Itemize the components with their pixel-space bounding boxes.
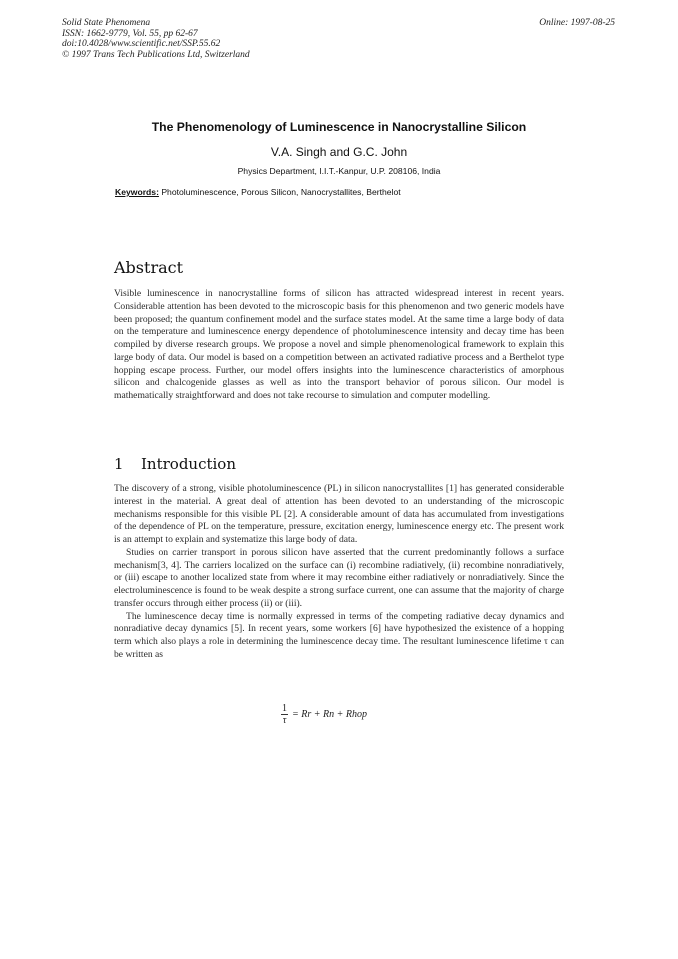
abstract-paragraph: Visible luminescence in nanocrystalline forms of silicon has attracted widespread interest in recent years. Considerable attention has been devoted to the microscopic basis for this phenomenon and two generic models have been proposed; the quantum confinement model and the surface states model. At the same time a large body of data on the temperature and luminescence energy dependence of photoluminescence intensity and decay time has been compiled by diverse research groups. We propose a novel and simple phenomenological framework to explain this large body of data. Our model is based on a competition between an activated radiative process and a Berthelot type hopping escape process. Further, our model offers insights into the luminescence characteristics of amorphous silicon and chalcogenide glasses as well as into the transport behavior of porous silicon. Our model is mathematically straightforward and does not take recourse to simulation and computer modelling.	[114, 288, 564, 401]
equation-denominator: τ	[282, 715, 287, 726]
journal-header	[62, 18, 250, 60]
intro-paragraph-3: The luminescence decay time is normally expressed in terms of the competing radiative decay dynamics and nonradiative decay dynamics [5]. In recent years, some workers [6] have hypothesized the existence of a hopping term which also plays a role in determining the luminescence decay time. The resultant luminescence lifetime τ can be written as	[114, 610, 564, 660]
keywords-label: Keywords:	[115, 187, 159, 197]
section-number: 1	[114, 455, 124, 473]
online-date: Online: 1997-08-25	[539, 18, 615, 28]
section-title: Introduction	[141, 455, 236, 473]
journal-name: Solid State Phenomena	[62, 18, 151, 28]
equation-numerator: 1	[282, 703, 287, 714]
equation-rhs: = Rr + Rn + Rhop	[292, 709, 367, 720]
keywords-line	[115, 187, 401, 197]
abstract-body	[114, 288, 564, 403]
equation-fraction	[281, 703, 288, 726]
paper-authors: V.A. Singh and G.C. John	[270, 145, 408, 159]
lifetime-equation	[281, 703, 367, 726]
introduction-body	[114, 483, 564, 662]
abstract-heading: Abstract	[114, 258, 184, 277]
intro-paragraph-1: The discovery of a strong, visible photoluminescence (PL) in silicon nanocrystallites [1] has generated considerable interest in the material. A great deal of attention has been devoted to an understanding of the microscopic mechanisms responsible for this visible PL [2]. A considerable amount of data has accumulated from investigations of the dependence of PL on the temperature, pressure, excitation energy, luminescence energy etc. The present work is an attempt to explain and systematize this large body of data.	[114, 483, 564, 545]
paper-title: The Phenomenology of Luminescence in Nanocrystalline Silicon	[151, 120, 527, 134]
introduction-heading	[114, 455, 236, 473]
issn-line: ISSN: 1662-9779, Vol. 55, pp 62-67	[62, 28, 198, 39]
doi-line: doi:10.4028/www.scientific.net/SSP.55.62	[62, 39, 221, 49]
keywords-text: Photoluminescence, Porous Silicon, Nanocrystallites, Berthelot	[161, 187, 401, 197]
author-affiliation: Physics Department, I.I.T.-Kanpur, U.P. 208106, India	[237, 166, 441, 176]
intro-paragraph-2: Studies on carrier transport in porous silicon have asserted that the current predominantly follows a surface mechanism[3, 4]. The carriers localized on the surface can (i) recombine radiatively, (ii) recombine nonradiatively, or (iii) escape to another localized state from where it may recombine either radiatively or nonradiatively. Since the electroluminescence is found to be weak despite a strong surface current, one can assume that the majority of charge transfer occurs through either process (ii) or (iii).	[114, 546, 564, 609]
copyright-line: © 1997 Trans Tech Publications Ltd, Switzerland	[62, 49, 250, 60]
